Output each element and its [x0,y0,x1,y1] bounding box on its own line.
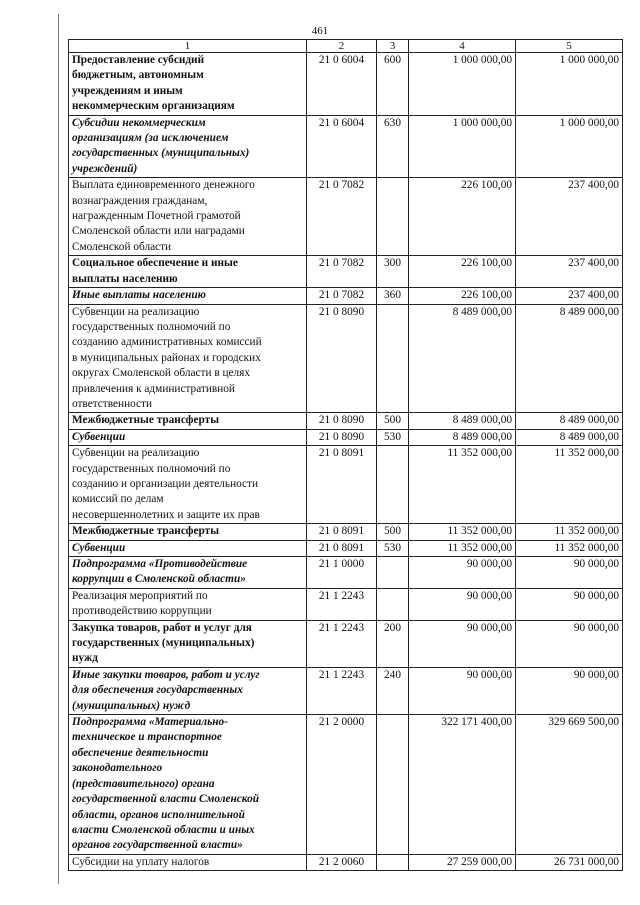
row-value-year1-cell: 8 489 000,00 [409,413,516,429]
row-value-year1-cell: 90 000,00 [409,588,516,620]
row-value-year2-cell: 237 400,00 [516,288,623,304]
row-code-cell: 21 1 2243 [307,667,377,714]
row-type-cell [377,715,409,855]
row-type-cell [377,446,409,524]
row-value-year1-cell: 322 171 400,00 [409,715,516,855]
row-name-cell: Выплата единовременного денежного вознаграждения гражданам, награжденным Почетной грамотой Смоленской области или наградами Смоленской области [69,178,307,256]
row-code-cell: 21 0 6004 [307,115,377,178]
row-value-year1-cell: 1 000 000,00 [409,115,516,178]
row-value-year1-cell: 90 000,00 [409,620,516,667]
row-value-year2-cell: 90 000,00 [516,620,623,667]
budget-table [68,39,623,871]
row-value-year1-cell: 11 352 000,00 [409,540,516,556]
row-value-year1-cell: 11 352 000,00 [409,446,516,524]
row-type-cell: 300 [377,256,409,288]
row-name-cell: Межбюджетные трансферты [69,524,307,540]
row-value-year1-cell: 8 489 000,00 [409,304,516,413]
row-type-cell [377,588,409,620]
row-type-cell [377,854,409,870]
table-row [69,256,623,288]
row-code-cell: 21 0 8090 [307,429,377,445]
row-value-year1-cell: 11 352 000,00 [409,524,516,540]
row-name-cell: Межбюджетные трансферты [69,413,307,429]
row-value-year2-cell: 26 731 000,00 [516,854,623,870]
table-row [69,557,623,589]
header-row [69,40,623,53]
table-row [69,620,623,667]
table-row [69,178,623,256]
page-number: 461 [311,25,329,37]
row-value-year1-cell: 226 100,00 [409,256,516,288]
row-value-year1-cell: 226 100,00 [409,288,516,304]
margin-line [58,14,59,884]
table-row [69,288,623,304]
row-code-cell: 21 0 6004 [307,53,377,116]
table-row [69,715,623,855]
row-type-cell: 360 [377,288,409,304]
row-code-cell: 21 2 0000 [307,715,377,855]
row-name-cell: Предоставление субсидий бюджетным, автономным учреждениям и иным некоммерческим организациям [69,53,307,116]
table-row [69,667,623,714]
row-type-cell: 240 [377,667,409,714]
row-code-cell: 21 0 8090 [307,304,377,413]
row-name-cell: Подпрограмма «Противодействие коррупции в Смоленской области» [69,557,307,589]
row-type-cell: 630 [377,115,409,178]
table-row [69,53,623,116]
table-row [69,446,623,524]
header-cell-5: 5 [516,40,623,53]
row-value-year2-cell: 90 000,00 [516,667,623,714]
row-type-cell: 530 [377,540,409,556]
row-value-year2-cell: 90 000,00 [516,557,623,589]
row-value-year2-cell: 11 352 000,00 [516,540,623,556]
row-code-cell: 21 0 8091 [307,446,377,524]
row-value-year2-cell: 90 000,00 [516,588,623,620]
header-cell-1: 1 [69,40,307,53]
row-code-cell: 21 1 2243 [307,588,377,620]
table-row [69,429,623,445]
row-code-cell: 21 0 8091 [307,540,377,556]
row-name-cell: Реализация мероприятий по противодействию коррупции [69,588,307,620]
row-value-year2-cell: 11 352 000,00 [516,524,623,540]
row-name-cell: Иные выплаты населению [69,288,307,304]
table-row [69,115,623,178]
row-value-year1-cell: 90 000,00 [409,557,516,589]
row-value-year2-cell: 237 400,00 [516,256,623,288]
table-row [69,413,623,429]
row-value-year2-cell: 8 489 000,00 [516,413,623,429]
row-value-year2-cell: 1 000 000,00 [516,115,623,178]
row-code-cell: 21 1 0000 [307,557,377,589]
row-code-cell: 21 1 2243 [307,620,377,667]
row-value-year1-cell: 27 259 000,00 [409,854,516,870]
row-type-cell [377,557,409,589]
row-code-cell: 21 0 8090 [307,413,377,429]
row-name-cell: Субсидии на уплату налогов [69,854,307,870]
table-row [69,524,623,540]
row-value-year2-cell: 11 352 000,00 [516,446,623,524]
row-value-year1-cell: 90 000,00 [409,667,516,714]
row-value-year1-cell: 8 489 000,00 [409,429,516,445]
row-code-cell: 21 0 7082 [307,288,377,304]
row-type-cell: 500 [377,524,409,540]
row-name-cell: Субвенции на реализацию государственных полномочий по созданию и организации деятельности комиссий по делам несовершеннолетних и защите их прав [69,446,307,524]
row-code-cell: 21 2 0060 [307,854,377,870]
header-cell-4: 4 [409,40,516,53]
row-code-cell: 21 0 7082 [307,256,377,288]
row-name-cell: Социальное обеспечение и иные выплаты населению [69,256,307,288]
table-row [69,854,623,870]
row-name-cell: Подпрограмма «Материально- техническое и транспортное обеспечение деятельности законодательного (представительного) органа государственной власти Смоленской области, органов исполнительной власти Смоленской области и иных органов государственной власти» [69,715,307,855]
row-value-year2-cell: 237 400,00 [516,178,623,256]
table-row [69,304,623,413]
row-name-cell: Субсидии некоммерческим организациям (за исключением государственных (муниципальных) учреждений) [69,115,307,178]
row-type-cell [377,304,409,413]
row-value-year2-cell: 1 000 000,00 [516,53,623,116]
row-name-cell: Закупка товаров, работ и услуг для государственных (муниципальных) нужд [69,620,307,667]
row-value-year2-cell: 329 669 500,00 [516,715,623,855]
row-type-cell: 200 [377,620,409,667]
header-cell-2: 2 [307,40,377,53]
row-name-cell: Субвенции [69,540,307,556]
row-value-year1-cell: 226 100,00 [409,178,516,256]
row-type-cell [377,178,409,256]
row-value-year2-cell: 8 489 000,00 [516,304,623,413]
row-type-cell: 530 [377,429,409,445]
row-value-year2-cell: 8 489 000,00 [516,429,623,445]
row-code-cell: 21 0 8091 [307,524,377,540]
row-code-cell: 21 0 7082 [307,178,377,256]
header-cell-3: 3 [377,40,409,53]
table-row [69,588,623,620]
table-row [69,540,623,556]
row-type-cell: 500 [377,413,409,429]
row-value-year1-cell: 1 000 000,00 [409,53,516,116]
row-name-cell: Субвенции на реализацию государственных полномочий по созданию административных комиссий в муниципальных районах и городских округах Смоленской области в целях привлечения к административной ответственности [69,304,307,413]
row-name-cell: Субвенции [69,429,307,445]
row-type-cell: 600 [377,53,409,116]
row-name-cell: Иные закупки товаров, работ и услуг для обеспечения государственных (муниципальных) нужд [69,667,307,714]
